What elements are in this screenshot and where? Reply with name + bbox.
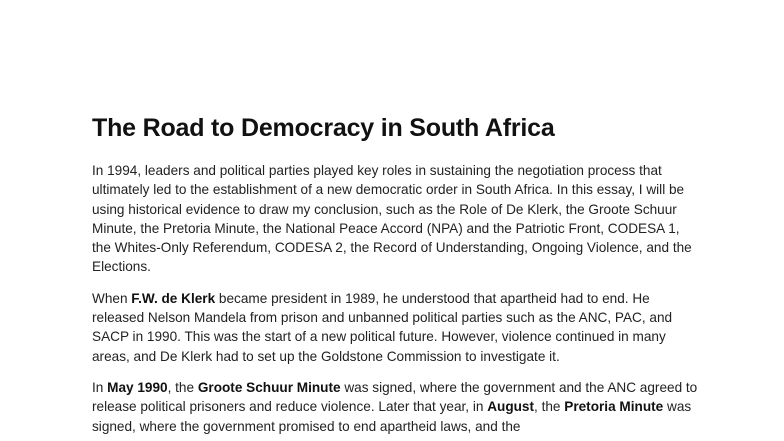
document-body	[92, 112, 702, 441]
paragraph-intro	[92, 161, 702, 277]
text-run: became president in 1989, he understood that apartheid had to end. He released Nelson Mandela from prison and unbanned political parties such as the ANC, PAC, and SACP in 1990. This was the start of a new political future. However, violence continued in many areas, and De Klerk had to set up the Goldstone Commission to investigate it.	[92, 290, 673, 364]
text-run: , the	[534, 399, 565, 415]
bold-month-august: August	[487, 399, 535, 415]
text-run: In	[92, 379, 108, 395]
bold-groote-schuur-minute: Groote Schuur Minute	[197, 379, 341, 395]
text-run: When	[92, 290, 132, 306]
text-run: was signed, where the government and the ANC agreed to release political prisoners and reduce violence. Later that year, in	[92, 379, 698, 415]
paragraph-intro-text: In 1994, leaders and political parties played key roles in sustaining the negotiation process that ultimately led to the establishment of a new democratic order in South Africa. In this essay, I will be using historical evidence to draw my conclusion, such as the Role of De Klerk, the Groote Schuur Minute, the Pretoria Minute, the National Peace Accord (NPA) and the Patriotic Front, CODESA 1, the Whites-Only Referendum, CODESA 2, the Record of Understanding, Ongoing Violence, and the Elections.	[92, 163, 692, 275]
text-run: was signed, where the government promised to end apartheid laws, and the	[92, 399, 692, 434]
bold-pretoria-minute: Pretoria Minute	[564, 399, 664, 415]
paragraph-minutes	[92, 378, 702, 436]
bold-date-may-1990: May 1990	[107, 379, 168, 395]
paragraph-de-klerk	[92, 289, 702, 366]
bold-name-de-klerk: F.W. de Klerk	[131, 290, 216, 306]
text-run: , the	[167, 379, 198, 395]
document-title: The Road to Democracy in South Africa	[92, 114, 555, 142]
